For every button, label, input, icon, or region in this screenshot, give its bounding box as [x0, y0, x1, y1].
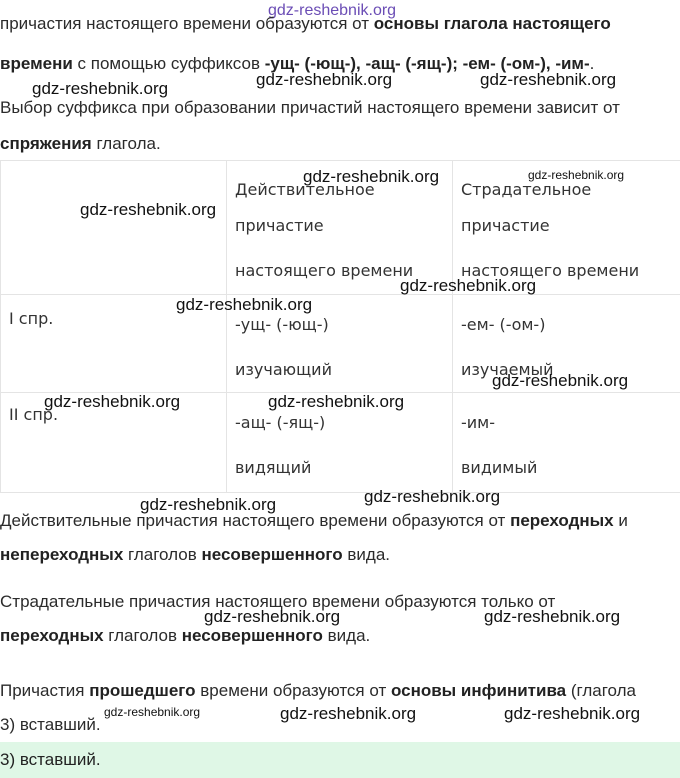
example: изучаемый [461, 360, 554, 379]
bold-term: переходных [510, 511, 614, 530]
text: причастия настоящего времени образуются от [0, 14, 374, 33]
text: вида. [342, 545, 391, 564]
watermark: gdz-reshebnik.org [104, 705, 201, 719]
bold-term: несовершенного [181, 626, 323, 645]
watermark: gdz-reshebnik.org [256, 70, 393, 89]
watermark: gdz-reshebnik.org [176, 295, 313, 314]
header-line: Страдательное [461, 180, 592, 199]
header-line: причастие [235, 216, 324, 235]
example: видящий [235, 458, 312, 477]
suffix: -им- [461, 413, 496, 432]
text: глаголов [103, 626, 182, 645]
text: вида. [322, 626, 371, 645]
header-line: причастие [461, 216, 550, 235]
past-participle-line-1 [0, 681, 636, 701]
past-participle-line-2: 3) вставший. [0, 715, 101, 734]
bold-term: непереходных [0, 545, 124, 564]
bold-term: спряжения [0, 134, 92, 153]
bold-term: основы глагола настоящего [373, 14, 611, 33]
bold-term: времени [0, 54, 73, 73]
text: . [589, 54, 595, 73]
active-participle-line-1 [0, 511, 628, 531]
text: с помощью суффиксов [72, 54, 265, 73]
watermark: gdz-reshebnik.org [480, 70, 617, 89]
suffix-list: -ущ- (-ющ-), -ащ- (-ящ-); -ем- (-ом-), -им- [264, 54, 590, 73]
bold-term: несовершенного [201, 545, 343, 564]
passive-cell [453, 393, 680, 493]
watermark: gdz-reshebnik.org [364, 487, 501, 506]
text: Действительные причастия настоящего времени образуются от [0, 511, 511, 530]
watermark: gdz-reshebnik.org [80, 200, 217, 219]
watermark: gdz-reshebnik.org [528, 168, 625, 182]
suffix: -ем- (-ом-) [461, 315, 546, 334]
table-corner-cell [1, 161, 227, 295]
watermark: gdz-reshebnik.org [400, 276, 537, 295]
text: глагола. [91, 134, 161, 153]
active-participle-line-2 [0, 545, 390, 565]
bold-term: переходных [0, 626, 104, 645]
watermark: gdz-reshebnik.org [484, 607, 621, 626]
watermark: gdz-reshebnik.org [303, 167, 440, 186]
example: видимый [461, 458, 538, 477]
header-line: настоящего времени [461, 261, 640, 280]
watermark: gdz-reshebnik.org [204, 607, 341, 626]
text: Причастия [0, 681, 90, 700]
bold-term: основы инфинитива [390, 681, 567, 700]
watermark: gdz-reshebnik.org [32, 79, 169, 98]
example: изучающий [235, 360, 332, 379]
watermark: gdz-reshebnik.org [140, 495, 277, 514]
text: и [613, 511, 628, 530]
watermark: gdz-reshebnik.org [44, 392, 181, 411]
header-line: Действительное [235, 180, 375, 199]
watermark: gdz-reshebnik.org [280, 704, 417, 723]
answer-box [0, 742, 680, 778]
text: (глагола [566, 681, 637, 700]
header-line: настоящего времени [235, 261, 414, 280]
rule-paragraph-line-1 [0, 14, 611, 34]
text: времени образуются от [195, 681, 391, 700]
conjugation-label: I спр. [9, 309, 54, 328]
watermark-top: gdz-reshebnik.org [268, 2, 397, 19]
suffix-choice-line-1: Выбор суффикса при образовании причастий настоящего времени зависит от [0, 98, 620, 117]
watermark: gdz-reshebnik.org [504, 704, 641, 723]
passive-participle-line-1: Страдательные причастия настоящего времени образуются только от [0, 592, 556, 611]
suffix-choice-line-2 [0, 134, 161, 154]
answer-text: 3) вставший. [0, 750, 101, 769]
suffix: -ущ- (-ющ-) [235, 315, 329, 334]
watermark: gdz-reshebnik.org [268, 392, 405, 411]
suffix: -ащ- (-ящ-) [235, 413, 326, 432]
watermark: gdz-reshebnik.org [492, 371, 629, 390]
passive-participle-line-2 [0, 626, 370, 646]
conjugation-label: II спр. [9, 405, 59, 424]
text: глаголов [123, 545, 202, 564]
bold-term: прошедшего [89, 681, 196, 700]
